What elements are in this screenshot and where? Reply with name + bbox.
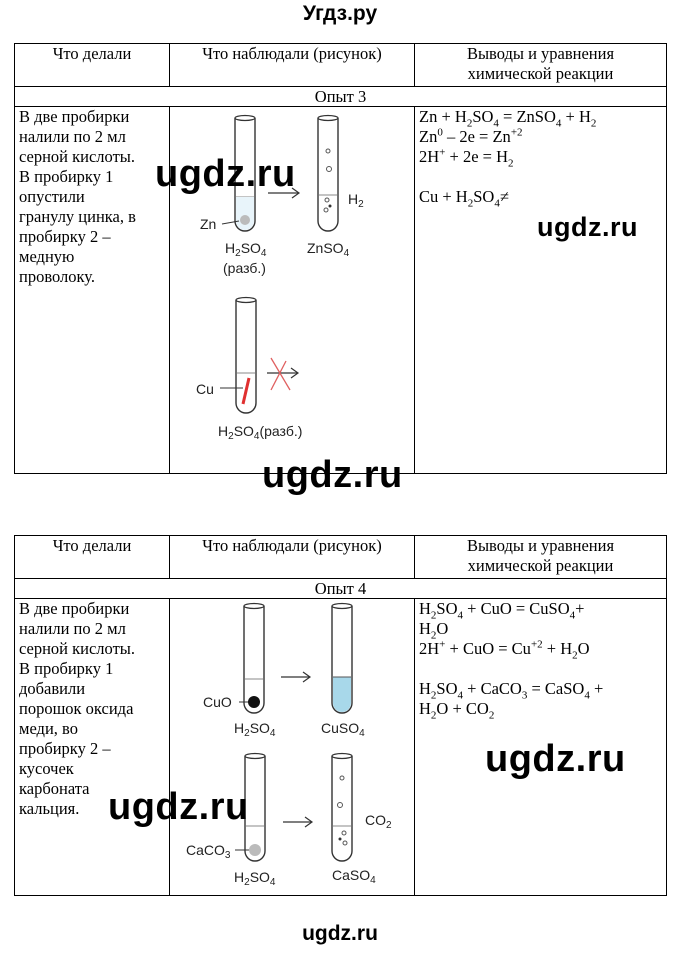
label-h2so4: $H_2SO_4$ bbox=[234, 720, 276, 739]
bubble-icon bbox=[340, 776, 344, 780]
label-co2: $CO_2$ bbox=[365, 812, 392, 831]
experiment-3-equations bbox=[415, 107, 667, 474]
exp4-did-line: кальция. bbox=[19, 799, 80, 818]
label-h2so4: $H_2SO_4$ bbox=[225, 240, 267, 259]
exp3-did-line: налили по 2 мл bbox=[19, 127, 126, 146]
label-h2so4: $H_2SO_4$ bbox=[234, 869, 276, 888]
exp4-did-line: налили по 2 мл bbox=[19, 619, 126, 638]
arrow-icon bbox=[283, 817, 312, 827]
experiment-4-drawing bbox=[170, 599, 415, 896]
bubble-icon bbox=[327, 167, 332, 172]
copper-wire bbox=[243, 378, 249, 404]
label-dilute: (разб.) bbox=[223, 260, 266, 276]
header-conclusions-line1: Выводы и уравнения bbox=[466, 44, 615, 63]
bubble-icon bbox=[343, 841, 347, 845]
experiment-4-title: Опыт 4 bbox=[15, 579, 667, 599]
watermark: ugdz.ru bbox=[262, 454, 403, 496]
test-tube-znso4 bbox=[318, 116, 338, 232]
header-conclusions-line2: химической реакции bbox=[467, 556, 614, 575]
site-header: Угдз.ру bbox=[302, 2, 378, 25]
header-conclusions bbox=[415, 44, 667, 87]
equation-cu-h2so4: $Cu + H_2SO_4\ne$ bbox=[419, 187, 509, 210]
equation-h2so4-cuo: $H_2SO_4$ + CuO = CuSO$_4$+ bbox=[419, 599, 585, 622]
equation-zn-oxidation: $Zn^0 - 2e = Zn^{+2}$ bbox=[419, 126, 523, 146]
exp3-did-line: пробирку 2 – bbox=[19, 227, 111, 246]
test-tube-copper bbox=[220, 298, 256, 414]
equation-h2so4-cuo-cont: $H_2O$ bbox=[419, 619, 449, 642]
equation-zn-h2so4: $Zn + H_2SO_4$ = ZnSO$_4$ + $H_2$ bbox=[419, 107, 597, 130]
watermark: ugdz.ru bbox=[485, 738, 626, 780]
label-zn: Zn bbox=[200, 216, 217, 232]
bubble-icon bbox=[338, 803, 343, 808]
exp3-did-line: гранулу цинка, в bbox=[19, 207, 136, 226]
exp4-did-line: добавили bbox=[19, 679, 86, 698]
exp4-did-line: пробирку 2 – bbox=[19, 739, 111, 758]
header-conclusions-line1: Выводы и уравнения bbox=[466, 536, 615, 555]
equation-h-reduction: $2H^+ + 2e = H_2$ bbox=[419, 146, 514, 170]
exp3-did-line: медную bbox=[19, 247, 75, 266]
bubble-icon bbox=[325, 198, 329, 202]
exp3-did-line: серной кислоты. bbox=[19, 147, 135, 166]
label-cuo: CuO bbox=[203, 694, 232, 710]
no-reaction-icon bbox=[267, 358, 298, 390]
exp3-did-line: В пробирку 1 bbox=[19, 167, 114, 186]
arrow-icon bbox=[281, 672, 310, 682]
header-observed: Что наблюдали (рисунок) bbox=[170, 44, 415, 87]
label-caso4: CaSO$_4$ bbox=[332, 867, 376, 886]
label-cuso4: CuSO$_4$ bbox=[321, 720, 365, 739]
test-tube-cuso4 bbox=[332, 604, 352, 714]
label-h2so4-dilute: $H_2SO_4(разб.)$ bbox=[218, 423, 303, 442]
test-tube-caso4 bbox=[332, 754, 352, 862]
experiment-4-description bbox=[15, 599, 170, 896]
header-observed: Что наблюдали (рисунок) bbox=[170, 536, 415, 579]
experiment-4-table bbox=[14, 535, 667, 896]
exp4-did-line: кусочек bbox=[19, 759, 74, 778]
exp3-did-line: опустили bbox=[19, 187, 85, 206]
bubble-icon bbox=[326, 149, 330, 153]
header-did: Что делали bbox=[15, 536, 170, 579]
header-conclusions-line2: химической реакции bbox=[467, 64, 614, 83]
exp4-did-line: В две пробирки bbox=[19, 599, 130, 618]
equation-ionic-cuo: 2H+ + CuO = $Cu^{+2} + H_2O$ bbox=[419, 638, 590, 662]
experiment-3-title: Опыт 3 bbox=[15, 87, 667, 107]
cuo-powder bbox=[248, 696, 260, 708]
site-footer: ugdz.ru bbox=[302, 922, 378, 945]
watermark: ugdz.ru bbox=[108, 786, 249, 828]
label-cu: Cu bbox=[196, 381, 214, 397]
watermark: ugdz.ru bbox=[155, 153, 296, 195]
exp3-did-line: проволоку. bbox=[19, 267, 96, 286]
header-conclusions bbox=[415, 536, 667, 579]
header-did: Что делали bbox=[15, 44, 170, 87]
bubble-icon bbox=[342, 831, 346, 835]
exp4-did-line: меди, во bbox=[19, 719, 78, 738]
label-h2: $H_2$ bbox=[348, 191, 364, 210]
label-znso4: ZnSO$_4$ bbox=[307, 240, 350, 259]
equation-h2so4-caco3-cont: $H_2O + CO_2$ bbox=[419, 699, 495, 722]
exp4-did-line: карбоната bbox=[19, 779, 90, 798]
experiment-3-description bbox=[15, 107, 170, 474]
exp3-did-line: В две пробирки bbox=[19, 107, 130, 126]
exp4-did-line: серной кислоты. bbox=[19, 639, 135, 658]
exp4-did-line: порошок оксида bbox=[19, 699, 134, 718]
bubble-icon bbox=[339, 838, 342, 841]
bubble-icon bbox=[324, 208, 328, 212]
exp4-did-line: В пробирку 1 bbox=[19, 659, 114, 678]
label-caco3: CaCO$_3$ bbox=[186, 842, 231, 861]
zinc-granule bbox=[240, 215, 250, 225]
exp4-illustration bbox=[170, 599, 423, 895]
equation-h2so4-caco3: $H_2SO_4$ + CaCO$_3$ = CaSO$_4$ + bbox=[419, 679, 604, 702]
test-tube-cuo bbox=[239, 604, 264, 714]
bubble-icon bbox=[329, 205, 332, 208]
watermark: ugdz.ru bbox=[537, 212, 638, 242]
experiment-3-table bbox=[14, 43, 667, 474]
caco3-piece bbox=[249, 844, 261, 856]
blue-solution bbox=[333, 677, 351, 712]
